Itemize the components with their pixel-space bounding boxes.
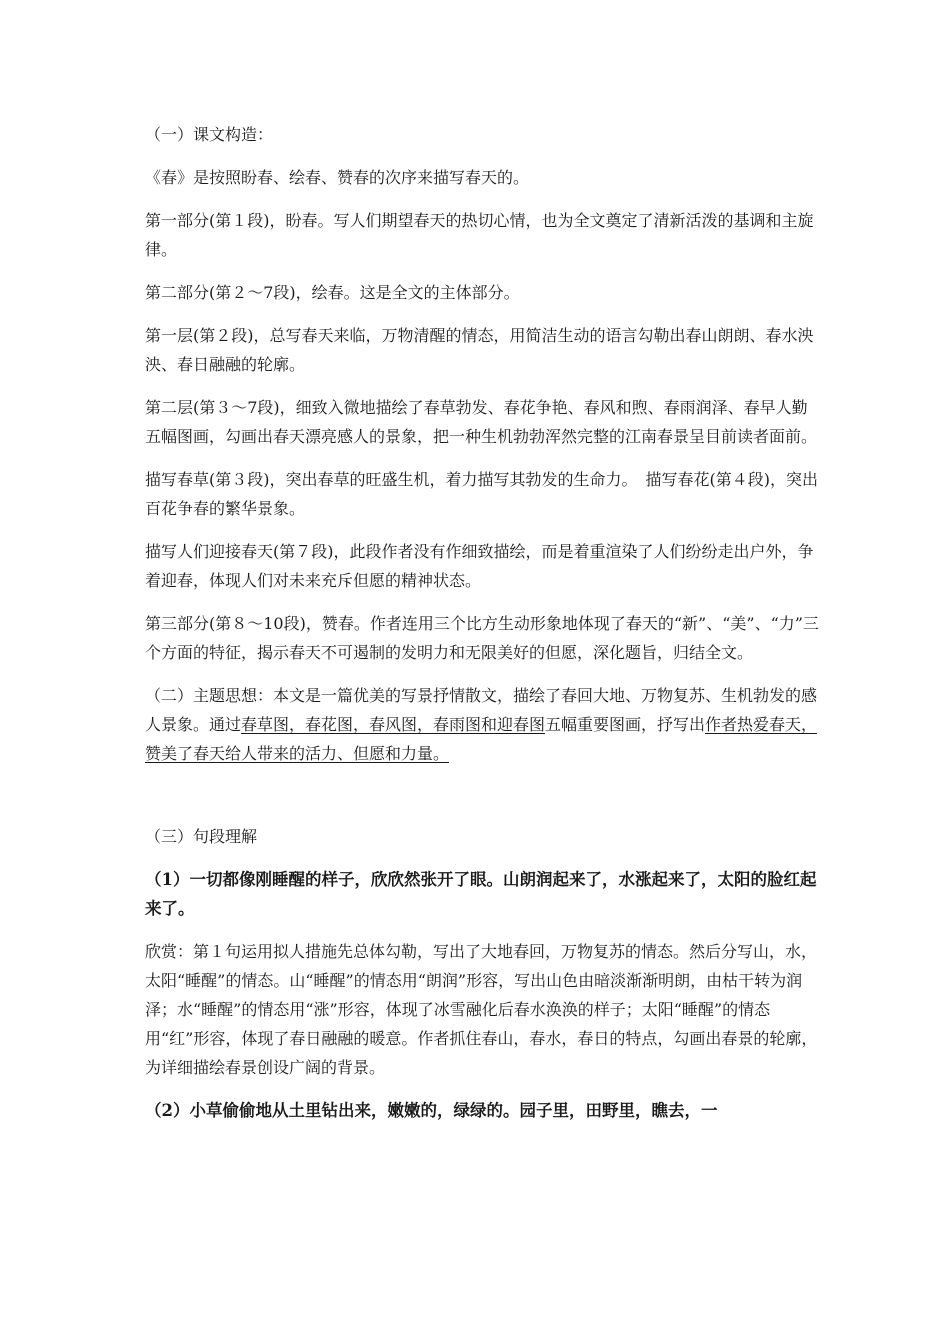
theme-underline-pictures: 春草图，春花图，春风图，春雨图和迎春图 (241, 715, 546, 734)
document-body (145, 120, 820, 1139)
sentence-quote-2: （2）小草偷偷地从土里钻出来，嫩嫩的，绿绿的。园子里，田野里，瞧去，一 (145, 1101, 718, 1120)
paragraph-theme (145, 681, 820, 768)
spacer (145, 782, 820, 822)
paragraph-layer-two: 第二层(第３～7段)，细致入微地描绘了春草勃发、春花争艳、春风和煦、春雨润泽、春早人勤五幅图画，勾画出春天漂亮感人的景象，把一种生机勃勃浑然完整的江南春景呈目前读者面前。 (145, 398, 818, 446)
paragraph-layer-one: 第一层(第２段)，总写春天来临，万物清醒的情态，用简洁生动的语言勾勒出春山朗朗、春水泱泱、春日融融的轮廓。 (145, 326, 814, 374)
section-heading-structure: （一）课文构造： (145, 125, 274, 144)
sentence-quote-1: （1）一切都像刚睡醒的样子，欣欣然张开了眼。山朗润起来了，水涨起来了，太阳的脸红起来了。 (145, 870, 817, 918)
paragraph-part-two: 第二部分(第２～7段)，绘春。这是全文的主体部分。 (145, 283, 520, 302)
theme-lead: （二）主题思想：本文是一篇优美的写景抒情散文，描绘了春回大地、万物复苏、生机勃发的感人景象。通过 (145, 686, 818, 734)
paragraph-part-three: 第三部分(第８～10段)，赞春。作者连用三个比方生动形象地体现了春天的“新”、“美”、“力”三个方面的特征，揭示春天不可遏制的发明力和无限美好的但愿，深化题旨，归结全文。 (145, 614, 819, 662)
paragraph-grass-flowers: 描写春草(第３段)，突出春草的旺盛生机，着力描写其勃发的生命力。 描写春花(第４段)，突出百花争春的繁华景象。 (145, 470, 818, 518)
paragraph-part-one: 第一部分(第１段)，盼春。写人们期望春天的热切心情，也为全文奠定了清新活泼的基调和主旋律。 (145, 211, 814, 259)
theme-underline-meaning: 作者热爱春天，赞美了春天给人带来的活力、但愿和力量。 (145, 715, 818, 763)
sentence-appreciation-1: 欣赏：第１句运用拟人措施先总体勾勒，写出了大地春回，万物复苏的情态。然后分写山，水，太阳“睡醒”的情态。山“睡醒”的情态用“朗润”形容，写出山色由暗淡渐渐明朗，由枯干转为润泽；水“睡醒”的情态用“涨”形容，体现了冰雪融化后春水涣涣的样子；太阳“睡醒”的情态用“红”形容，体现了春日融融的暖意。作者抓住春山，春水，春日的特点，勾画出春景的轮廓，为详细描绘春景创设广阔的背景。 (145, 942, 818, 1077)
theme-middle: 五幅重要图画，抒写出 (545, 715, 706, 734)
section-heading-sentences: （三）句段理解 (145, 827, 258, 846)
paragraph-welcome-spring: 描写人们迎接春天(第７段)，此段作者没有作细致描绘，而是着重渲染了人们纷纷走出户外，争着迎春，体现人们对未来充斥但愿的精神状态。 (145, 542, 814, 590)
paragraph-order: 《春》是按照盼春、绘春、赞春的次序来描写春天的。 (145, 168, 530, 187)
